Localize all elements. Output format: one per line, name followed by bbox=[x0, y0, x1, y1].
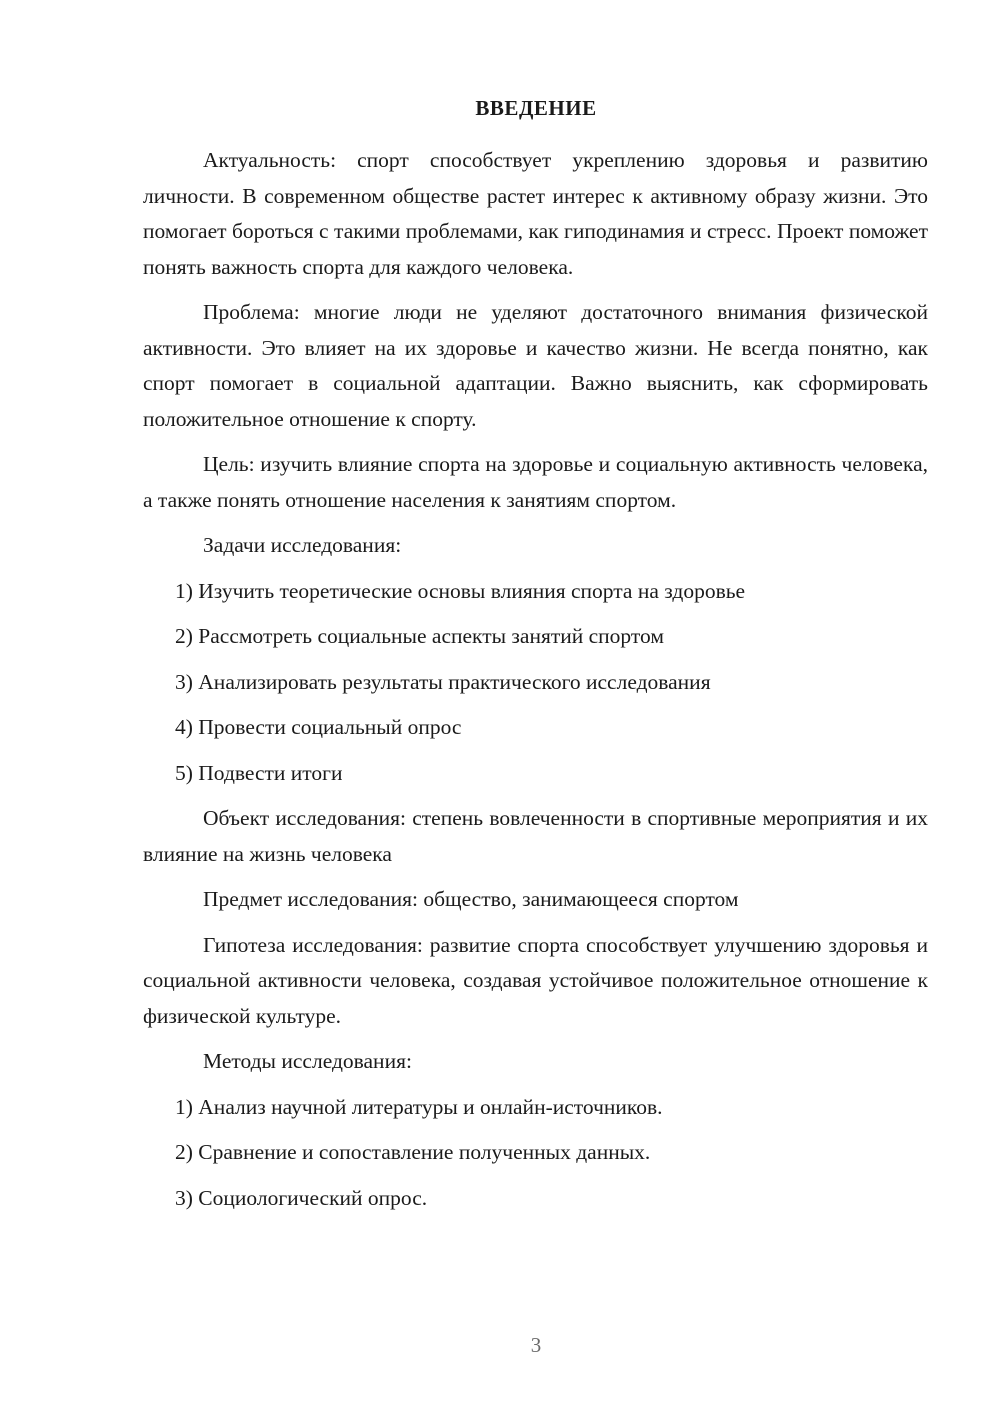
list-item: 3) Социологический опрос. bbox=[175, 1185, 428, 1210]
list-item: 4) Провести социальный опрос bbox=[175, 715, 462, 739]
page-number: 3 bbox=[530, 1333, 542, 1357]
list-item: 3) Анализировать результаты практического исследования bbox=[175, 669, 711, 694]
list-item: 2) Рассмотреть социальные аспекты занятий спортом bbox=[175, 624, 664, 648]
paragraph-subject: Предмет исследования: общество, занимающееся спортом bbox=[203, 887, 739, 911]
list-item: 5) Подвести итоги bbox=[175, 760, 343, 785]
section-heading: ВВЕДЕНИЕ bbox=[475, 96, 597, 120]
paragraph-hypothesis: Гипотеза исследования: развитие спорта способствует улучшению здоровья и социальной активности человека, создавая устойчивое положительное отношение к физической культуре. bbox=[143, 932, 928, 1028]
document-body bbox=[143, 143, 928, 1216]
tasks-list bbox=[143, 574, 928, 792]
tasks-heading: Задачи исследования: bbox=[203, 533, 402, 557]
methods-list bbox=[143, 1090, 928, 1217]
list-item: 2) Сравнение и сопоставление полученных данных. bbox=[175, 1140, 651, 1164]
paragraph-problem: Проблема: многие люди не уделяют достаточного внимания физической активности. Это влияет на их здоровье и качество жизни. Не всегда понятно, как спорт помогает в социальной адаптации. Важно выяснить, как сформировать положительное отношение к спорту. bbox=[143, 300, 928, 431]
paragraph-relevance: Актуальность: спорт способствует укреплению здоровья и развитию личности. В современном обществе растет интерес к активному образу жизни. Это помогает бороться с такими проблемами, как гиподинамия и стресс. Проект поможет понять важность спорта для каждого человека. bbox=[143, 148, 928, 279]
list-item: 1) Анализ научной литературы и онлайн-источников. bbox=[175, 1094, 663, 1119]
list-item: 1) Изучить теоретические основы влияния спорта на здоровье bbox=[175, 578, 746, 603]
methods-heading: Методы исследования: bbox=[203, 1049, 412, 1073]
paragraph-goal: Цель: изучить влияние спорта на здоровье и социальную активность человека, а также понять отношение населения к занятиям спортом. bbox=[143, 452, 928, 512]
paragraph-object: Объект исследования: степень вовлеченности в спортивные мероприятия и их влияние на жизнь человека bbox=[143, 806, 928, 866]
